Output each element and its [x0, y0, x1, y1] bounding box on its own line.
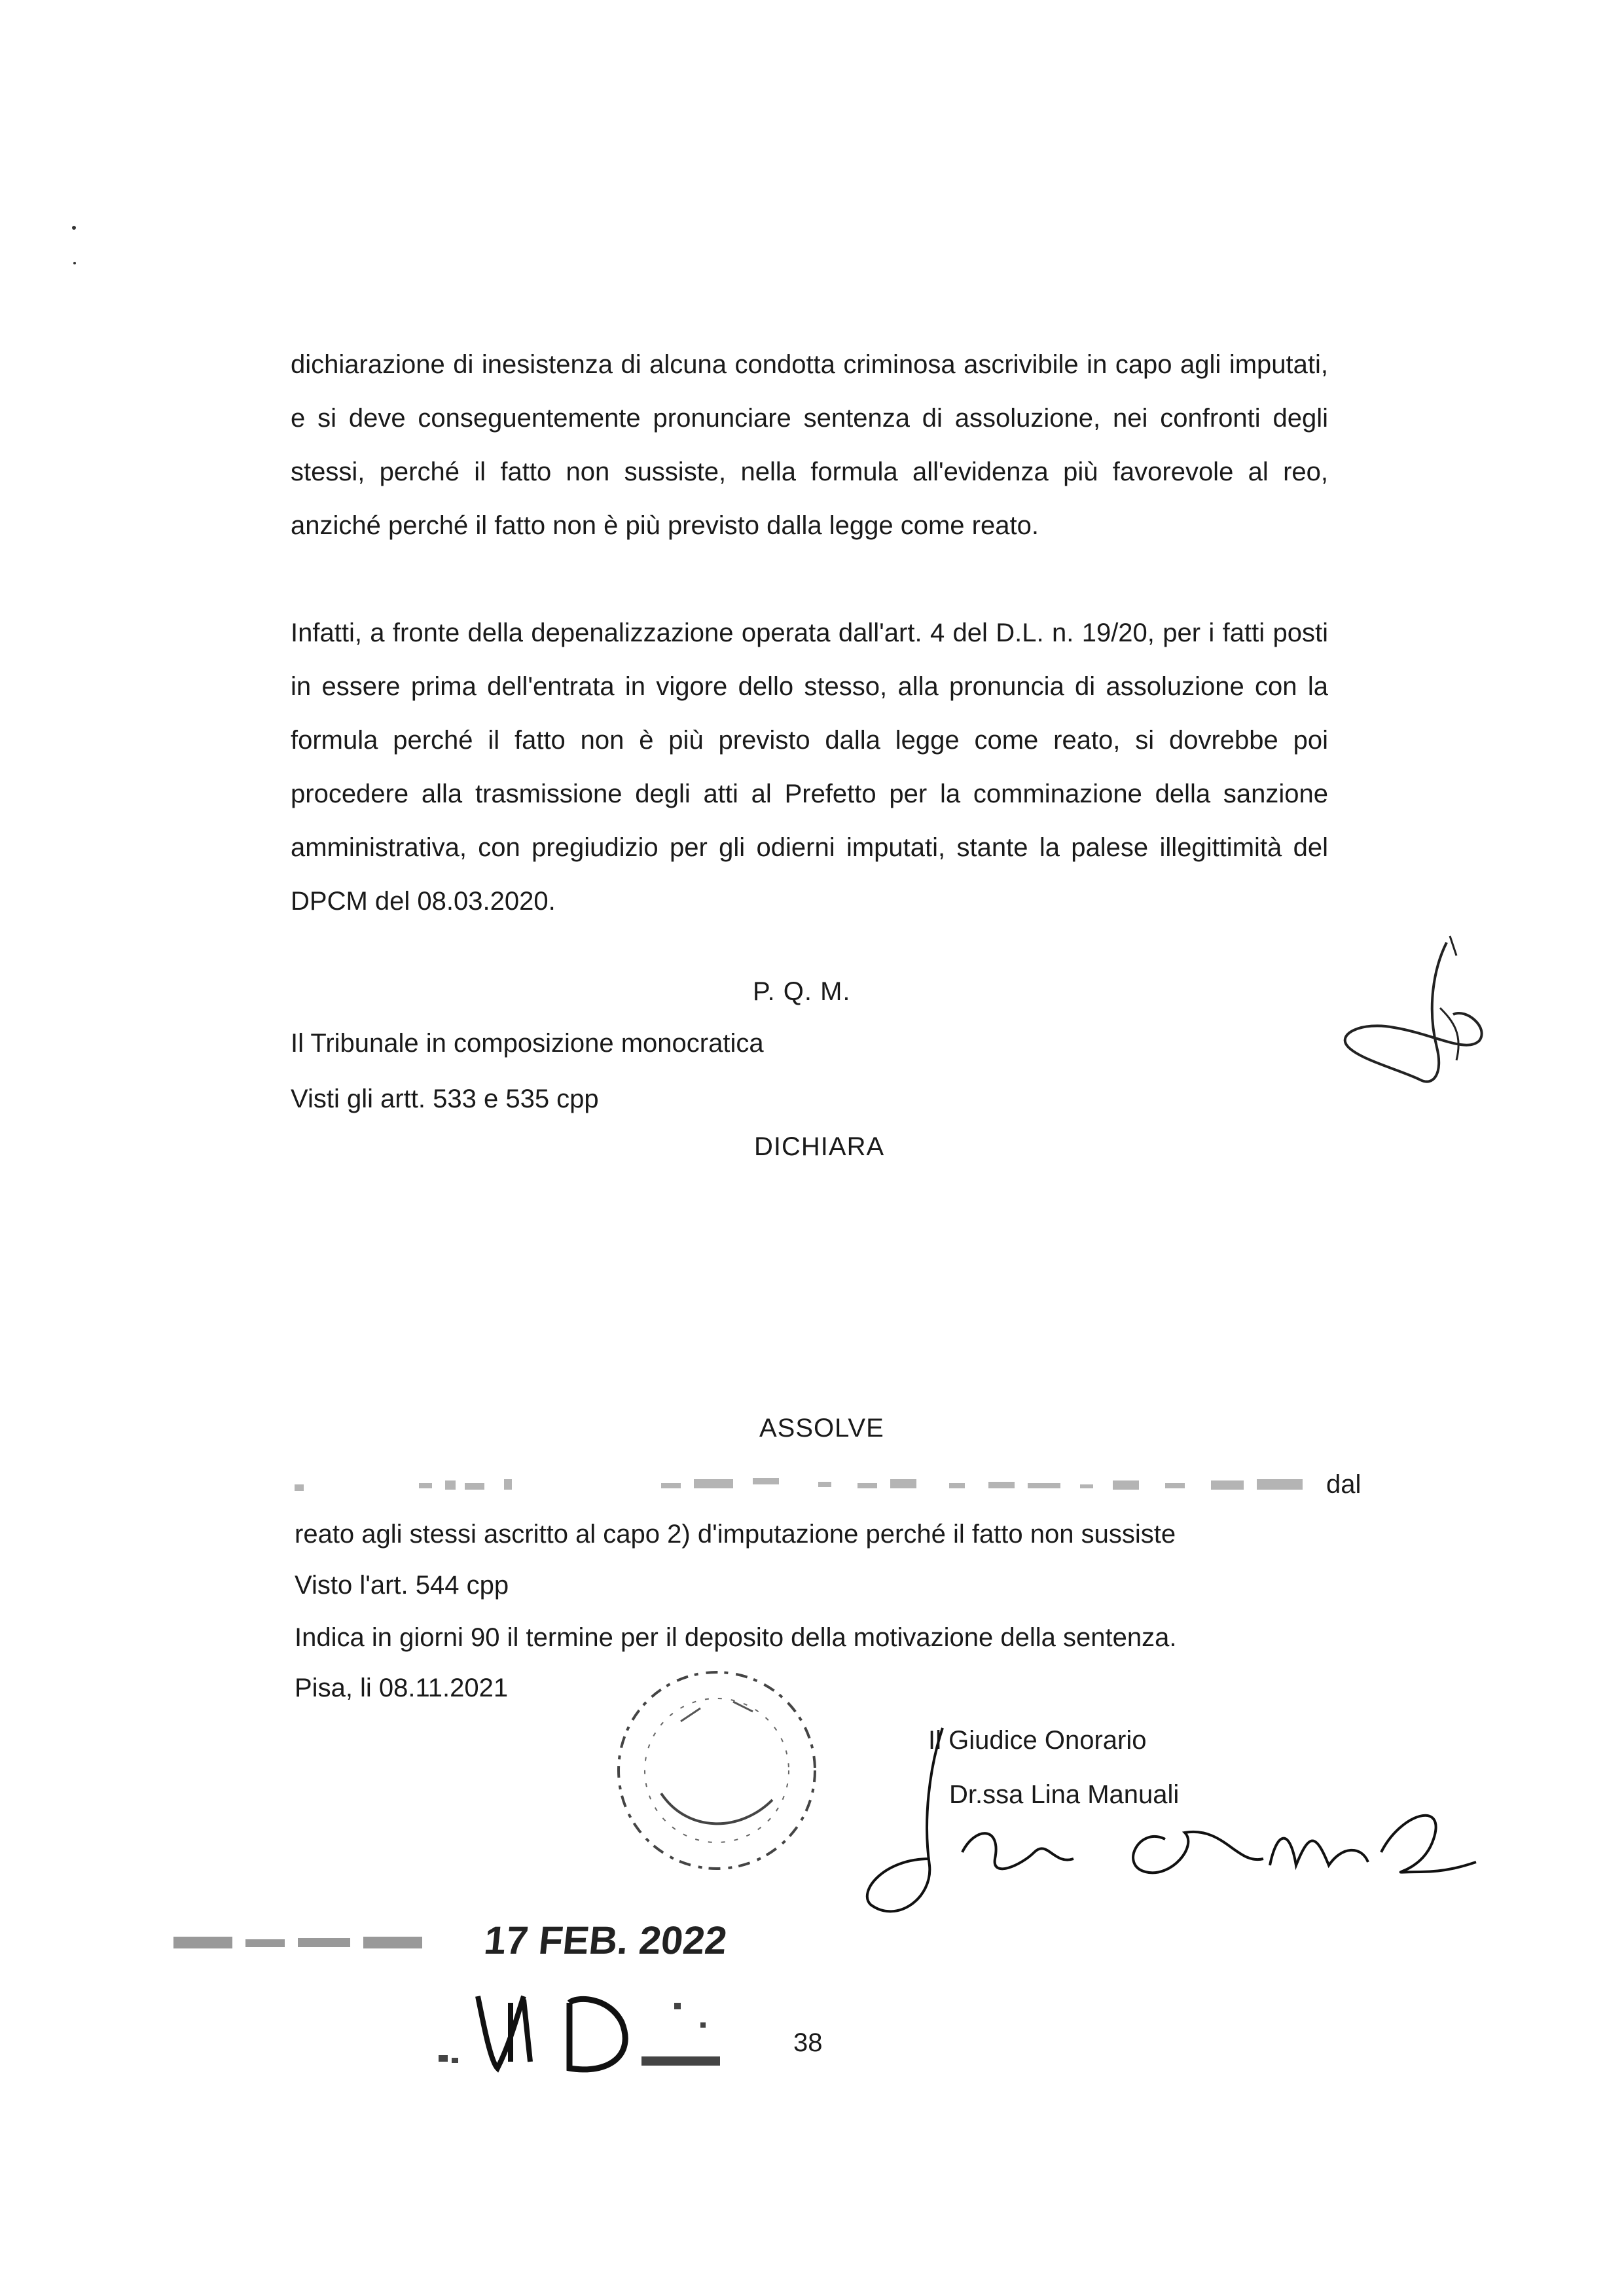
deposit-stamp-label [173, 1928, 481, 1960]
margin-dot [73, 262, 76, 264]
judge-name: Dr.ssa Lina Manuali [949, 1780, 1180, 1809]
margin-dot [72, 226, 76, 230]
paragraph-2: Infatti, a fronte della depenalizzazione operata dall'art. 4 del D.L. n. 19/20, per i fatti posti in essere prima dell'entrata in vigore dello stesso, alla pronuncia di assoluzione con la formula perché il fatto non è più previsto dalla legge come reato, si dovrebbe poi procedere alla trasmissione degli atti al Prefetto per la comminazione della sanzione amministrativa, con pregiudizio per gli odierni imputati, stante la palese illegittimità del DPCM del 08.03.2020. [291, 619, 1328, 916]
judge-title: Il Giudice Onorario [928, 1726, 1147, 1755]
judge-signature [857, 1715, 1479, 1950]
court-stamp [609, 1662, 825, 1878]
reato-line: reato agli stessi ascritto al capo 2) d'imputazione perché il fatto non sussiste [295, 1520, 1176, 1549]
clerk-signature [425, 1977, 740, 2081]
assolve-heading: ASSOLVE [759, 1414, 884, 1443]
deposit-date: 17 FEB. 2022 [482, 1918, 729, 1962]
tribunal-line: Il Tribunale in composizione monocratica [291, 1029, 764, 1058]
margin-signature [1322, 929, 1519, 1100]
dichiara-heading: DICHIARA [754, 1132, 885, 1161]
paragraph-1: dichiarazione di inesistenza di alcuna condotta criminosa ascrivibile in capo agli imputati, e si deve conseguentemente pronunciare sentenza di assoluzione, nei confronti degli stessi, perché il fatto non sussiste, nella formula all'evidenza più favorevole al reo, anziché perché il fatto non è più previsto dalla legge come reato. [291, 350, 1328, 540]
place-date: Pisa, li 08.11.2021 [295, 1674, 509, 1702]
visto-line: Visto l'art. 544 cpp [295, 1571, 509, 1600]
visti-line: Visti gli artt. 533 e 535 cpp [291, 1085, 599, 1113]
page-number: 38 [793, 2028, 823, 2057]
redacted-names [295, 1473, 1348, 1499]
pqm-heading: P. Q. M. [753, 977, 851, 1006]
dal-word: dal [1326, 1470, 1362, 1499]
indica-line: Indica in giorni 90 il termine per il deposito della motivazione della sentenza. [295, 1623, 1177, 1652]
